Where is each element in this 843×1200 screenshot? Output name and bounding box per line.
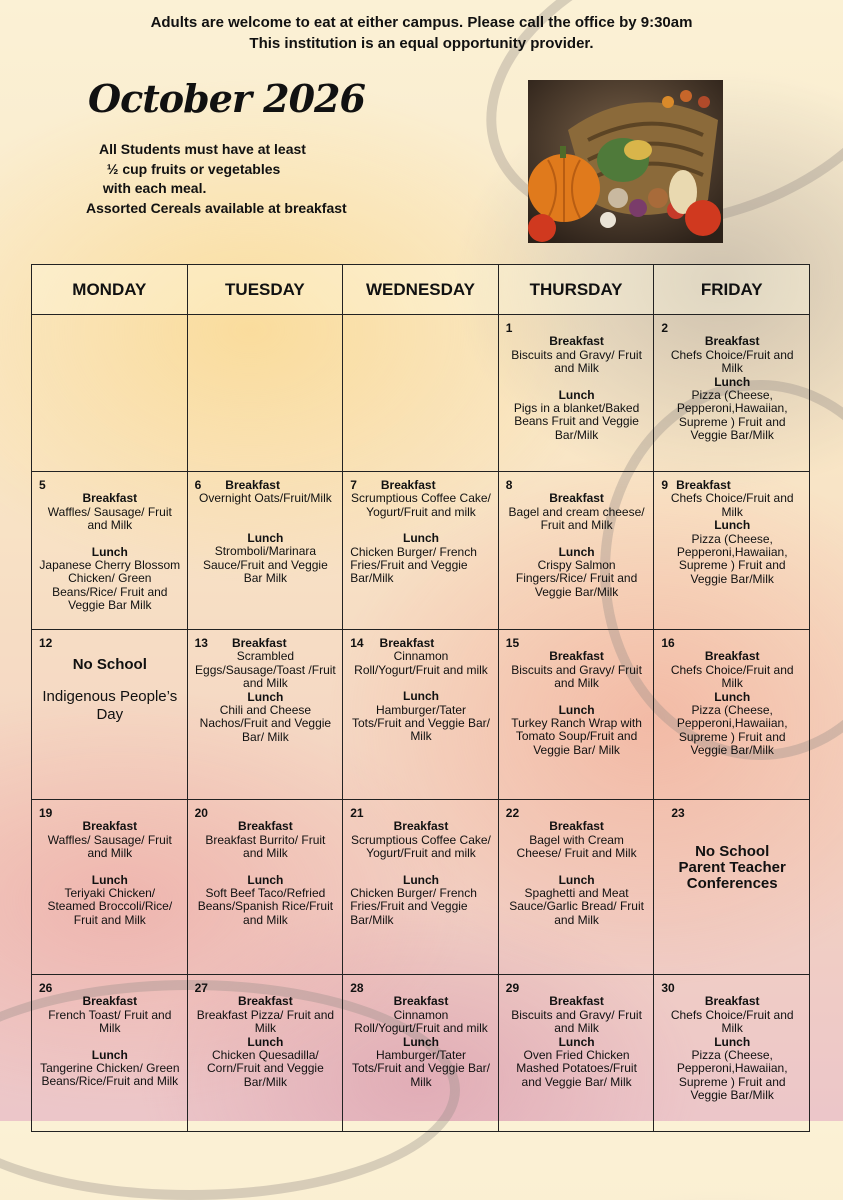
weekday-header-row (32, 265, 810, 315)
day-cell (654, 315, 810, 472)
day-number: 15 (505, 636, 520, 650)
day-number: 19 (39, 806, 53, 820)
day-cell (498, 800, 654, 975)
lunch-menu: Pizza (Cheese, Pepperoni,Hawaiian, Supreme ) Fruit and Veggie Bar/Milk (676, 531, 788, 586)
lunch-menu: Chicken Quesadilla/ Corn/Fruit and Veggie Bar/Milk (207, 1048, 324, 1089)
lunch-label: Lunch (402, 1034, 439, 1049)
breakfast-label: Breakfast (549, 334, 604, 349)
lunch-label: Lunch (247, 530, 284, 545)
week-row (32, 472, 810, 630)
lunch-menu: Chicken Burger/ French Fries/Fruit and Veggie Bar/Milk (350, 544, 477, 586)
day-cell (343, 630, 499, 800)
day-number: 29 (505, 981, 520, 995)
lunch-menu: Chicken Burger/ French Fries/Fruit and Veggie Bar/Milk (350, 886, 477, 927)
requirement-line: All Students must have at least (99, 141, 306, 157)
day-cell (32, 975, 188, 1132)
breakfast-menu: Scrumptious Coffee Cake/ Yogurt/Fruit and milk (351, 491, 491, 519)
lunch-menu: Turkey Ranch Wrap with Tomato Soup/Fruit and Veggie Bar/ Milk (511, 716, 642, 757)
lunch-menu: Pizza (Cheese, Pepperoni,Hawaiian, Supreme ) Fruit and Veggie Bar/Milk (676, 703, 788, 758)
breakfast-menu: Chefs Choice/Fruit and Milk (670, 491, 794, 519)
breakfast-menu: Chefs Choice/Fruit and Milk (670, 1007, 794, 1036)
breakfast-menu: Bagel and cream cheese/ Fruit and Milk (508, 504, 645, 533)
weekday-header: MONDAY (32, 265, 188, 315)
lunch-label: Lunch (558, 387, 595, 402)
lunch-label: Lunch (714, 1034, 751, 1049)
breakfast-menu: Biscuits and Gravy/ Fruit and Milk (511, 347, 642, 376)
breakfast-label: Breakfast (549, 649, 604, 664)
day-number: 23 (671, 806, 685, 820)
lunch-menu: Pizza (Cheese, Pepperoni,Hawaiian, Supreme ) Fruit and Veggie Bar/Milk (676, 388, 788, 443)
breakfast-menu: Bagel with Cream Cheese/ Fruit and Milk (516, 832, 637, 861)
day-number: 30 (661, 981, 675, 995)
lunch-label: Lunch (558, 1034, 595, 1049)
day-cell (654, 472, 810, 630)
lunch-menu: Tangerine Chicken/ Green Beans/Rice/Fruit and Milk (40, 1061, 180, 1089)
breakfast-menu: Breakfast Pizza/ Fruit and Milk (196, 1007, 335, 1036)
lunch-menu: Teriyaki Chicken/ Steamed Broccoli/Rice/ Fruit and Milk (47, 886, 173, 927)
requirement-line: with each meal. (99, 180, 207, 196)
lunch-label: Lunch (402, 531, 439, 546)
breakfast-menu: Waffles/ Sausage/ Fruit and Milk (47, 504, 172, 533)
lunch-label: Lunch (91, 544, 128, 559)
notice-line: This institution is an equal opportunity provider. (249, 35, 594, 52)
lunch-label: Lunch (402, 872, 439, 887)
menu-calendar (31, 264, 810, 1132)
holiday-name: Indigenous People’s Day (42, 687, 178, 723)
day-number: 27 (194, 981, 208, 995)
day-cell (498, 315, 654, 472)
lunch-menu: Japanese Cherry Blossom Chicken/ Green Beans/Rice/ Fruit and Veggie Bar Milk (39, 558, 181, 613)
day-cell (32, 800, 188, 975)
breakfast-label: Breakfast (82, 491, 138, 506)
lunch-menu: Spaghetti and Meat Sauce/Garlic Bread/ Fruit and Milk (509, 886, 644, 927)
lunch-menu: Hamburger/Tater Tots/Fruit and Veggie Bar/ Milk (351, 1048, 491, 1089)
breakfast-menu: Waffles/ Sausage/ Fruit and Milk (47, 832, 172, 861)
no-school-notice: No School (72, 656, 147, 674)
lunch-menu: Pigs in a blanket/Baked Beans Fruit and Veggie Bar/Milk (513, 401, 640, 442)
day-number: 7 (350, 478, 357, 492)
day-number: 12 (39, 636, 53, 650)
requirement-line: ½ cup fruits or vegetables (99, 160, 281, 177)
lunch-menu: Oven Fried Chicken Mashed Potatoes/Fruit and Veggie Bar/ Milk (516, 1048, 637, 1089)
day-cell (32, 472, 188, 630)
lunch-label: Lunch (402, 689, 439, 704)
day-cell (187, 975, 343, 1132)
breakfast-menu: Biscuits and Gravy/ Fruit and Milk (511, 1007, 642, 1036)
day-number: 1 (505, 321, 513, 335)
week-row (32, 630, 810, 800)
day-number: 13 (194, 636, 208, 650)
day-cell (498, 472, 654, 630)
day-cell (343, 975, 499, 1132)
breakfast-label: Breakfast (393, 994, 449, 1009)
breakfast-label: Breakfast (704, 334, 760, 349)
day-number: 22 (505, 806, 520, 820)
breakfast-label: Breakfast (549, 994, 604, 1009)
lunch-label: Lunch (558, 872, 595, 887)
breakfast-label: Breakfast (393, 819, 449, 834)
lunch-label: Lunch (714, 518, 751, 533)
breakfast-menu: Scrumptious Coffee Cake/ Yogurt/Fruit and milk (351, 832, 491, 861)
lunch-menu: Chili and Cheese Nachos/Fruit and Veggie Bar/ Milk (199, 703, 332, 744)
lunch-menu: Hamburger/Tater Tots/Fruit and Veggie Bar/ Milk (351, 702, 491, 744)
breakfast-label: Breakfast (82, 994, 138, 1009)
day-number: 14 (350, 636, 364, 650)
day-cell (187, 800, 343, 975)
lunch-menu: Stromboli/Marinara Sauce/Fruit and Veggie Bar Milk (203, 544, 328, 586)
week-row (32, 315, 810, 472)
day-number: 8 (505, 478, 513, 492)
lunch-label: Lunch (247, 689, 284, 704)
lunch-label: Lunch (558, 544, 595, 559)
breakfast-menu: Biscuits and Gravy/ Fruit and Milk (511, 662, 642, 691)
week-row (32, 800, 810, 975)
day-cell (654, 630, 810, 800)
weekday-header: THURSDAY (498, 265, 654, 315)
weekday-header: FRIDAY (654, 265, 810, 315)
breakfast-label: Breakfast (231, 636, 287, 650)
day-cell (498, 630, 654, 800)
day-number: 28 (350, 981, 364, 995)
day-cell (498, 975, 654, 1132)
breakfast-menu: Scrambled Eggs/Sausage/Toast /Fruit and Milk (195, 649, 336, 691)
weekday-header: WEDNESDAY (343, 265, 499, 315)
empty-day-cell (343, 315, 499, 472)
event-name: Parent Teacher Conferences (678, 859, 786, 893)
breakfast-label: Breakfast (549, 819, 604, 834)
week-row (32, 975, 810, 1132)
day-cell (654, 800, 810, 975)
lunch-label: Lunch (91, 872, 128, 887)
breakfast-label: Breakfast (380, 478, 436, 492)
notice-line: Adults are welcome to eat at either campus. Please call the office by 9:30am (150, 14, 693, 31)
weekday-header: TUESDAY (187, 265, 343, 315)
lunch-label: Lunch (91, 1047, 128, 1062)
day-number: 21 (350, 806, 364, 820)
day-number: 20 (194, 806, 208, 820)
breakfast-label: Breakfast (704, 994, 760, 1009)
lunch-label: Lunch (714, 374, 751, 389)
day-cell (343, 800, 499, 975)
lunch-menu: Crispy Salmon Fingers/Rice/ Fruit and Veggie Bar/Milk (515, 558, 638, 599)
lunch-label: Lunch (247, 872, 284, 887)
breakfast-label: Breakfast (379, 636, 435, 650)
lunch-label: Lunch (558, 702, 595, 717)
day-cell (32, 630, 188, 800)
breakfast-label: Breakfast (225, 478, 280, 492)
lunch-menu: Pizza (Cheese, Pepperoni,Hawaiian, Supreme ) Fruit and Veggie Bar/Milk (676, 1048, 788, 1103)
breakfast-menu: Cinnamon Roll/Yogurt/Fruit and milk (354, 1007, 488, 1036)
breakfast-label: Breakfast (238, 819, 293, 834)
empty-day-cell (187, 315, 343, 472)
day-cell (187, 472, 343, 630)
breakfast-menu: Chefs Choice/Fruit and Milk (670, 662, 794, 691)
day-number: 9 (661, 478, 669, 492)
day-number: 6 (194, 478, 202, 492)
day-cell (343, 472, 499, 630)
lunch-label: Lunch (247, 1034, 284, 1049)
day-number: 2 (661, 321, 669, 335)
day-number: 16 (661, 636, 675, 650)
breakfast-label: Breakfast (238, 994, 293, 1009)
breakfast-menu: French Toast/ Fruit and Milk (48, 1007, 172, 1036)
notice (0, 12, 843, 54)
breakfast-menu: Chefs Choice/Fruit and Milk (670, 347, 794, 376)
breakfast-label: Breakfast (676, 478, 731, 492)
breakfast-label: Breakfast (549, 491, 604, 506)
month-title: October 2026 (88, 76, 365, 121)
breakfast-label: Breakfast (82, 819, 138, 834)
day-cell (654, 975, 810, 1132)
cornucopia-image (528, 80, 723, 243)
requirement-line: Assorted Cereals available at breakfast (86, 199, 347, 216)
breakfast-menu: Overnight Oats/Fruit/Milk (199, 491, 332, 506)
lunch-label: Lunch (714, 689, 751, 704)
lunch-menu: Soft Beef Taco/Refried Beans/Spanish Rice/Fruit and Milk (197, 886, 334, 927)
empty-day-cell (32, 315, 188, 472)
no-school-notice: No School (695, 843, 770, 861)
breakfast-menu: Cinnamon Roll/Yogurt/Fruit and milk (354, 649, 488, 677)
breakfast-menu: Breakfast Burrito/ Fruit and Milk (205, 832, 326, 861)
day-number: 26 (39, 981, 53, 995)
meal-requirements (86, 140, 347, 218)
day-cell (187, 630, 343, 800)
breakfast-label: Breakfast (704, 649, 760, 664)
day-number: 5 (39, 478, 46, 492)
